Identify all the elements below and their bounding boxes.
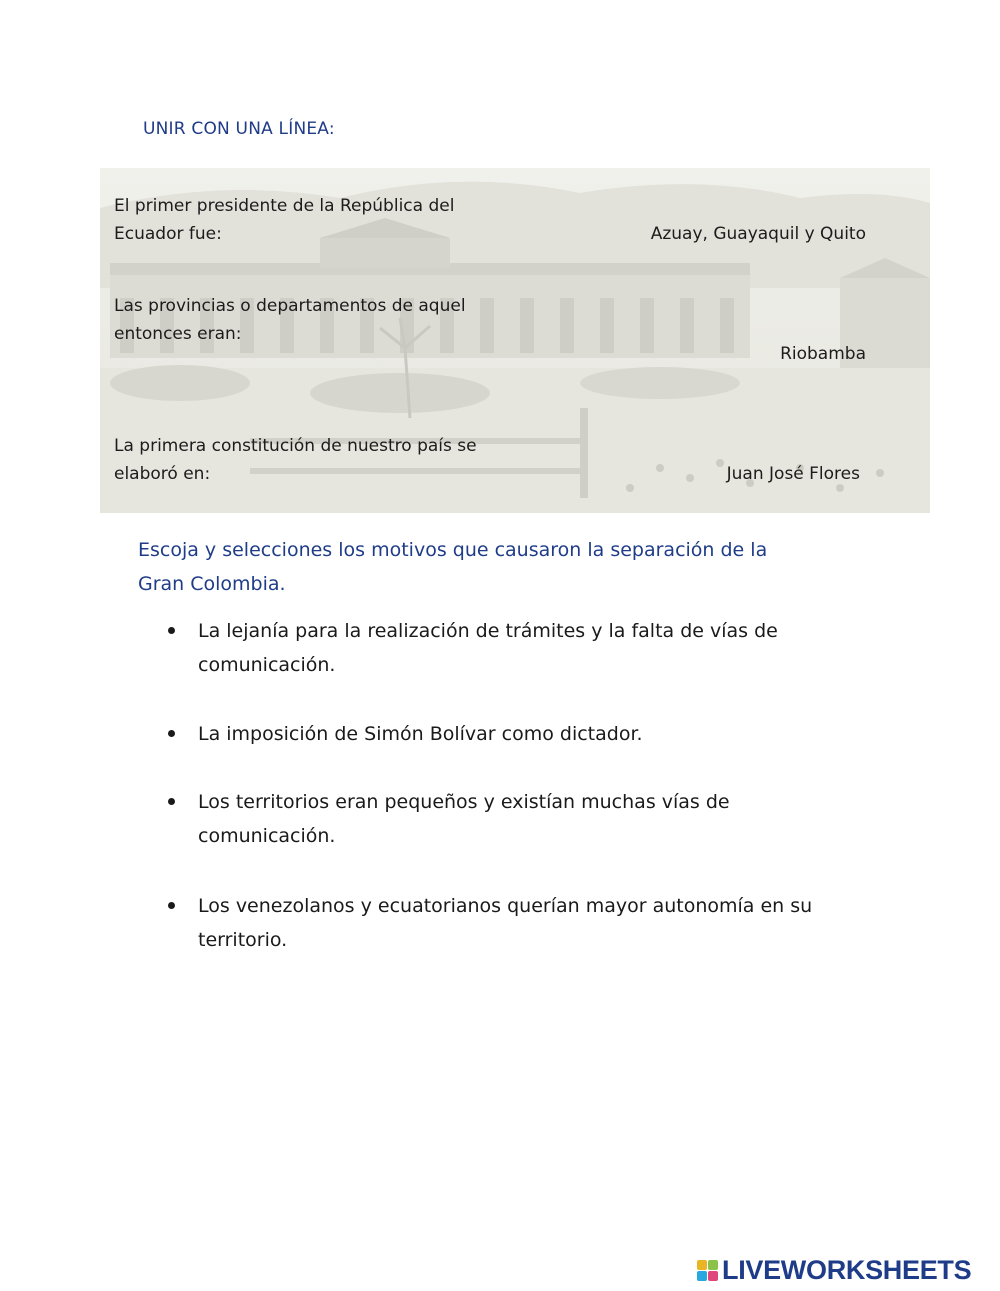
option-3-line1: Los territorios eran pequeños y existían muchas vías de bbox=[198, 791, 730, 813]
logo-tile bbox=[708, 1271, 718, 1281]
option-2-line1: La imposición de Simón Bolívar como dictador. bbox=[198, 723, 643, 745]
question-1 bbox=[114, 192, 514, 248]
answer-1[interactable]: Azuay, Guayaquil y Quito bbox=[650, 224, 866, 244]
option-4-line1: Los venezolanos y ecuatorianos querían mayor autonomía en su bbox=[198, 895, 813, 917]
question-2-line2: entonces eran: bbox=[114, 324, 242, 344]
answer-3[interactable]: Juan José Flores bbox=[726, 464, 860, 484]
bullet-icon bbox=[168, 627, 175, 634]
selection-title bbox=[138, 533, 858, 601]
answer-2[interactable]: Riobamba bbox=[780, 344, 866, 364]
option-1-line1: La lejanía para la realización de trámites y la falta de vías de bbox=[198, 620, 778, 642]
option-1-line2: comunicación. bbox=[198, 654, 336, 676]
question-3-line2: elaboró en: bbox=[114, 464, 211, 484]
bullet-icon bbox=[168, 902, 175, 909]
bullet-icon bbox=[168, 730, 175, 737]
logo-tile bbox=[708, 1260, 718, 1270]
option-3-line2: comunicación. bbox=[198, 825, 336, 847]
matching-heading: UNIR CON UNA LÍNEA: bbox=[143, 119, 335, 139]
option-4-line2: territorio. bbox=[198, 929, 288, 951]
logo-tile bbox=[697, 1260, 707, 1270]
question-2 bbox=[114, 292, 514, 348]
brand-name: LIVEWORKSHEETS bbox=[722, 1254, 972, 1285]
bullet-icon bbox=[168, 798, 175, 805]
liveworksheets-logo-icon bbox=[697, 1260, 718, 1281]
selection-title-line1: Escoja y selecciones los motivos que causaron la separación de la bbox=[138, 539, 768, 561]
question-2-line1: Las provincias o departamentos de aquel bbox=[114, 296, 466, 316]
liveworksheets-logo bbox=[697, 1254, 971, 1286]
selection-title-line2: Gran Colombia. bbox=[138, 573, 286, 595]
question-1-line1: El primer presidente de la República del bbox=[114, 196, 455, 216]
question-3-line1: La primera constitución de nuestro país se bbox=[114, 436, 477, 456]
question-1-line2: Ecuador fue: bbox=[114, 224, 222, 244]
matching-panel bbox=[100, 168, 930, 513]
question-3 bbox=[114, 432, 514, 488]
logo-tile bbox=[697, 1271, 707, 1281]
